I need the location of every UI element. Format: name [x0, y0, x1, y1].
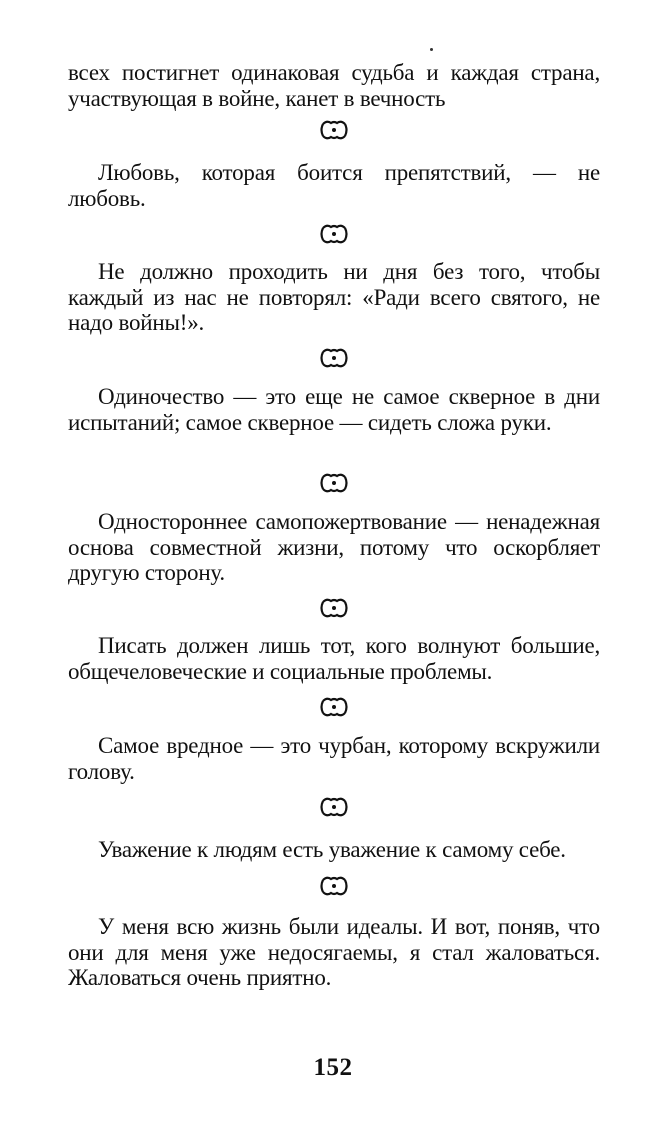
- aphorism: У меня всю жизнь были идеалы. И вот, поняв, что они для меня уже недосягаемы, я стал жаловаться. Жаловаться очень приятно.: [68, 914, 600, 990]
- floral-ornament-icon: [319, 875, 349, 897]
- divider-5: [68, 596, 600, 620]
- aphorism-block-5: [68, 633, 600, 684]
- aphorism-block-2: [68, 259, 600, 336]
- aphorism-block-3: [68, 384, 600, 435]
- divider-3: [68, 346, 600, 370]
- divider-2: [68, 222, 600, 246]
- divider-1: [68, 118, 600, 142]
- floral-ornament-icon: [319, 223, 349, 245]
- aphorism: Не должно проходить ни дня без того, чтобы каждый из нас не повторял: «Ради всего святого, не надо войны!».: [68, 259, 600, 335]
- print-speck: [430, 48, 433, 51]
- floral-ornament-icon: [319, 119, 349, 141]
- floral-ornament-icon: [319, 597, 349, 619]
- aphorism-block-1: [68, 160, 600, 211]
- aphorism-block-7: [68, 837, 600, 863]
- floral-ornament-icon: [319, 796, 349, 818]
- divider-8: [68, 874, 600, 898]
- floral-ornament-icon: [319, 696, 349, 718]
- divider-7: [68, 795, 600, 819]
- intro-fragment: всех постигнет одинаковая судьба и каждая страна, участвующая в войне, канет в вечность: [68, 60, 600, 111]
- intro-block: [68, 60, 600, 111]
- floral-ornament-icon: [319, 472, 349, 494]
- aphorism-block-4: [68, 509, 600, 586]
- page-number: 152: [313, 1054, 353, 1081]
- divider-4: [68, 471, 600, 495]
- aphorism: Уважение к людям есть уважение к самому себе.: [98, 837, 566, 862]
- divider-6: [68, 695, 600, 719]
- aphorism-block-8: [68, 914, 600, 991]
- aphorism-block-6: [68, 733, 600, 784]
- aphorism: Любовь, которая боится препятствий, — не любовь.: [68, 160, 600, 211]
- floral-ornament-icon: [319, 347, 349, 369]
- aphorism: Самое вредное — это чурбан, которому вскружили голову.: [68, 733, 600, 784]
- aphorism: Одностороннее самопожертвование — ненадежная основа совместной жизни, потому что оскорбляет другую сторону.: [68, 509, 600, 585]
- aphorism: Одиночество — это еще не самое скверное в дни испытаний; самое скверное — сидеть сложа руки.: [68, 384, 600, 435]
- aphorism: Писать должен лишь тот, кого волнуют большие, общечеловеческие и социальные проблемы.: [68, 633, 600, 684]
